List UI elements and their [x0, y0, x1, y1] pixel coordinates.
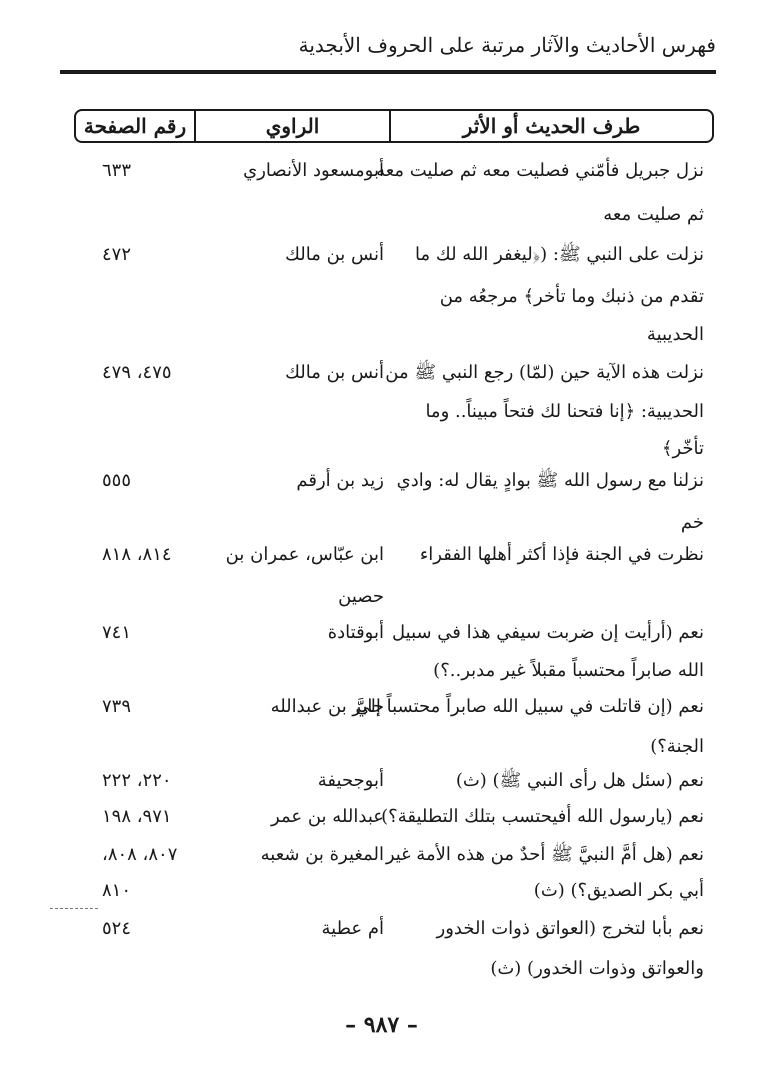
- page-ref: ٨٠٧، ٨٠٨،: [102, 844, 178, 865]
- table-row: [74, 580, 714, 614]
- table-row: [74, 356, 714, 390]
- hadith-text: نزلت هذه الآية حين (لمّا) رجع النبي ﷺ من: [385, 362, 704, 383]
- table-row: [74, 432, 714, 466]
- hadith-text: نعم (يارسول الله أفيحتسب بتلك التطليقة؟): [381, 806, 704, 827]
- table-row: [74, 238, 714, 272]
- page-ref: ٥٢٤: [102, 918, 132, 939]
- table-row: [74, 952, 714, 986]
- header-rule: [60, 70, 716, 74]
- hadith-text: تأخّر﴾: [661, 438, 704, 459]
- page-ref: ٦٣٣: [102, 160, 132, 181]
- page-ref: ٨١٤، ٨١٨: [102, 544, 172, 565]
- page-ref: ٩٧١، ١٩٨: [102, 806, 172, 827]
- table-row: [74, 730, 714, 764]
- hadith-text: الله صابراً محتسباً مقبلاً غير مدبر..؟): [433, 660, 704, 681]
- narrator: أبوجحيفة: [317, 770, 384, 791]
- page-ref: ٢٢٠، ٢٢٢: [102, 770, 172, 791]
- narrator: أبوقتادة: [327, 622, 384, 643]
- column-header-narrator: الراوي: [194, 111, 389, 141]
- narrator: أبومسعود الأنصاري: [243, 160, 384, 181]
- table-row: [74, 912, 714, 946]
- narrator: أنس بن مالك: [285, 362, 384, 383]
- hadith-text: نعم (هل أمَّ النبيَّ ﷺ أحدٌ من هذه الأمة غير: [385, 844, 704, 865]
- hadith-text: نظرت في الجنة فإذا أكثر أهلها الفقراء: [419, 544, 704, 565]
- page-ref: ٧٤١: [102, 622, 132, 643]
- hadith-text: نعم (سئل هل رأى النبي ﷺ) (ث): [455, 770, 704, 791]
- page-ref: ٤٧٥، ٤٧٩: [102, 362, 172, 383]
- table-row: [74, 464, 714, 498]
- narrator: زيد بن أرقم: [296, 470, 384, 491]
- hadith-text: تقدم من ذنبك وما تأخر﴾ مرجعُه من: [439, 286, 704, 307]
- narrator: أم عطية: [321, 918, 384, 939]
- hadith-text: والعواتق وذوات الخدور) (ث): [490, 958, 704, 979]
- narrator: المغيرة بن شعبه: [260, 844, 384, 865]
- table-row: [74, 198, 714, 232]
- table-row: [74, 654, 714, 688]
- hadith-text: خم: [680, 512, 704, 533]
- hadith-text: نعم بأبا لتخرج (العواتق ذوات الخدور: [436, 918, 704, 939]
- page-ref: ٥٥٥: [102, 470, 132, 491]
- hadith-text: الحديبية: ﴿إنا فتحنا لك فتحاً مبيناً.. وما: [425, 401, 704, 422]
- narrator: عبدالله بن عمر: [271, 806, 384, 827]
- hadith-text: نزلنا مع رسول الله ﷺ بوادٍ يقال له: وادي: [396, 470, 704, 491]
- margin-mark: [50, 908, 98, 910]
- narrator: ابن عبّاس، عمران بن: [225, 544, 384, 565]
- table-row: [74, 154, 714, 188]
- hadith-text: ثم صليت معه: [603, 204, 704, 225]
- hadith-text: نزل جبريل فأمّني فصليت معه ثم صليت معه: [376, 160, 704, 181]
- hadith-text: الجنة؟): [650, 736, 704, 757]
- narrator: أنس بن مالك: [285, 244, 384, 265]
- table-row: [74, 395, 714, 429]
- page-ref: ٨١٠: [102, 880, 132, 901]
- hadith-text: أبي بكر الصديق؟) (ث): [533, 880, 704, 901]
- page-ref: ٧٣٩: [102, 696, 132, 717]
- hadith-text: الحديبية: [646, 324, 704, 345]
- running-header: فهرس الأحاديث والآثار مرتبة على الحروف الأبجدية: [298, 33, 716, 57]
- table-header: [74, 109, 714, 143]
- hadith-text: نعم (أرأيت إن ضربت سيفي هذا في سبيل: [392, 622, 704, 643]
- table-row: [74, 838, 714, 872]
- hadith-text: نزلت على النبي ﷺ: (﴿ليغفر الله لك ما: [415, 244, 704, 265]
- narrator: جابر بن عبدالله: [270, 696, 384, 717]
- table-row: [74, 616, 714, 650]
- table-row: [74, 800, 714, 834]
- table-row: [74, 690, 714, 724]
- narrator: حصين: [338, 586, 384, 607]
- table-row: [74, 874, 714, 908]
- table-row: [74, 506, 714, 540]
- page-ref: ٤٧٢: [102, 244, 132, 265]
- table-row: [74, 764, 714, 798]
- column-header-text: طرف الحديث أو الأثر: [389, 111, 712, 141]
- column-header-page: رقم الصفحة: [83, 114, 187, 138]
- table-row: [74, 280, 714, 314]
- page-number: – ٩٨٧ –: [345, 1012, 418, 1038]
- table-row: [74, 318, 714, 352]
- table-row: [74, 538, 714, 572]
- hadith-text: نعم (إن قاتلت في سبيل الله صابراً محتسباً إليَّ: [355, 696, 704, 717]
